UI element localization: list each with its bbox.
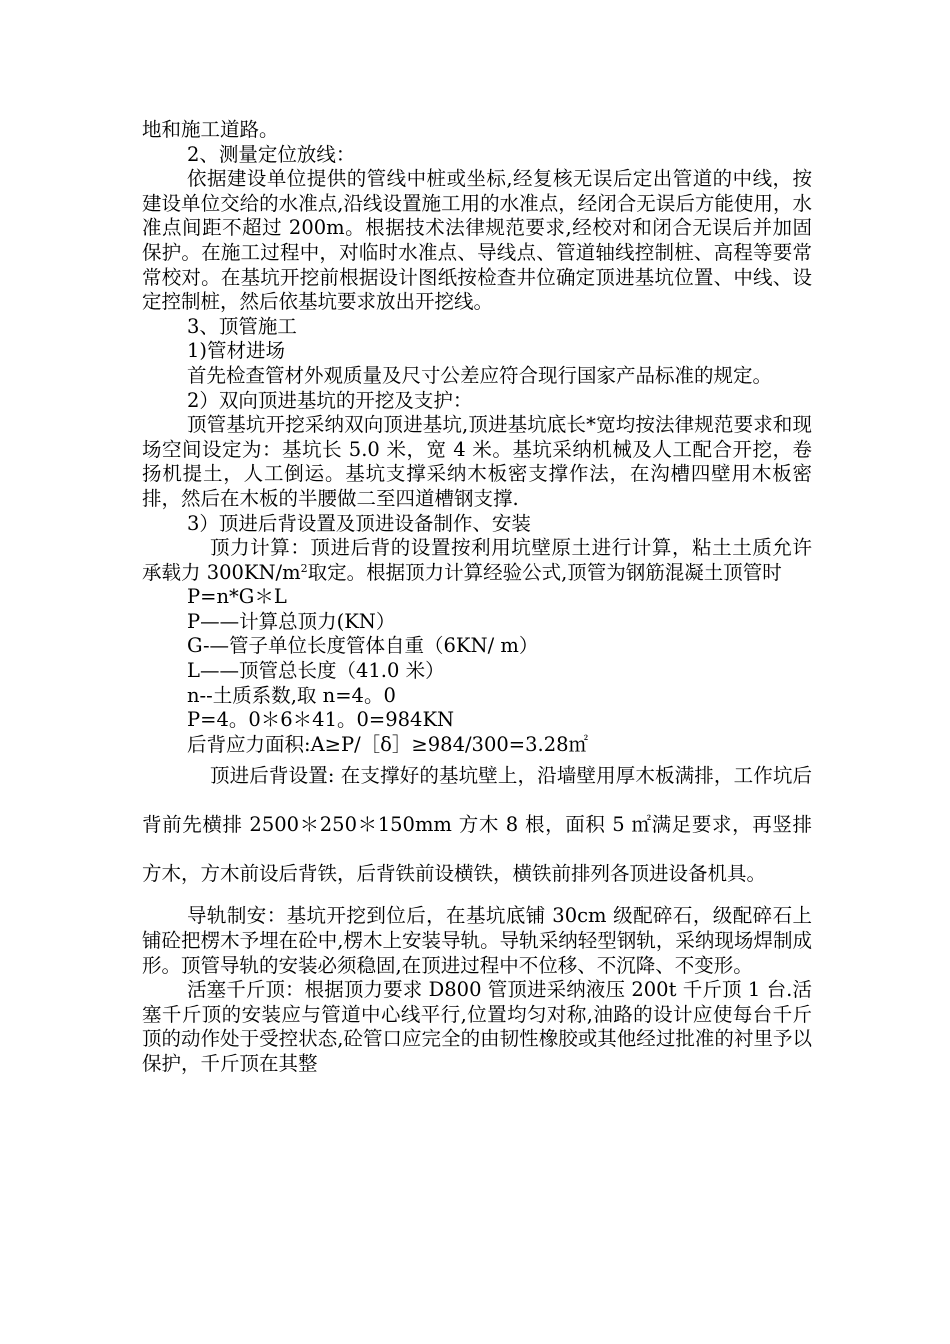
formula-line: P=n*G＊L: [187, 585, 287, 609]
paragraph-survey: 依据建设单位提供的管线中桩或坐标,经复核无误后定出管道的中线，按建设单位交给的水准点,沿线设置施工用的水准点，经闭合无误后方能使用，水准点间距不超过 200m。根据技术法律规范要求,经校对和闭合无误后并加固保护。在施工过程中，对临时水准点、导线点、管道轴线控制桩、高程等要常常校对。在基坑开挖前根据设计图纸按检查井位确定顶进基坑位置、中线、设定控制桩，然后依基坑要求放出开挖线。: [142, 167, 812, 314]
heading-pit-excavation: 2）双向顶进基坑的开挖及支护：: [187, 388, 473, 412]
paragraph-intro: 地和施工道路。: [142, 118, 279, 141]
superscript: 2: [300, 561, 308, 575]
paragraph-backstop-setup: [142, 751, 812, 898]
heading-backstop: 3）顶进后背设置及顶进设备制作、安装: [187, 511, 531, 535]
paragraph-thrust-calc: [142, 536, 812, 585]
formula-line: 后背应力面积:A≥P/［δ］≥984/300=3.28㎡: [187, 732, 589, 756]
thrust-calc-text-cont: 取定。根据顶力计算经验公式,顶管为钢筋混凝土顶管时: [307, 560, 782, 584]
formula-line: n--土质系数,取 n=4。0: [187, 683, 396, 707]
formula-line: P——计算总顶力(KN）: [187, 609, 396, 633]
document-page: [142, 118, 812, 1077]
heading-survey: 2、测量定位放线：: [187, 142, 356, 166]
thrust-calc-text: 顶力计算：顶进后背的设置按利用坑壁原土进行计算，粘土土质允许承载力 300KN/m: [142, 536, 812, 584]
paragraph-jack: 活塞千斤顶：根据顶力要求 D800 管顶进采纳液压 200t 千斤顶 1 台.活塞千斤顶的安装应与管道中心线平行,位置均匀对称,油路的设计应使每台千斤顶的动作处于受控状态,砼管口应完全的由韧性橡胶或其他经过批准的衬里予以保护，千斤顶在其整: [142, 978, 812, 1075]
formula-line: L——顶管总长度（41.0 米）: [187, 659, 445, 683]
formula-line: P=4。0＊6＊41。0=984KN: [187, 708, 455, 732]
paragraph-guide-rail: 导轨制安：基坑开挖到位后，在基坑底铺 30cm 级配碎石，级配碎石上铺砼把楞木予埋在砼中,楞木上安装导轨。导轨采纳轻型钢轨，采纳现场焊制成形。顶管导轨的安装必须稳固,在顶进过程中不位移、不沉降、不变形。: [142, 904, 812, 977]
paragraph-pit-excavation: 顶管基坑开挖采纳双向顶进基坑,顶进基坑底长*宽均按法律规范要求和现场空间设定为：基坑长 5.0 米，宽 4 米。基坑采纳机械及人工配合开挖，卷扬机提土，人工倒运。基坑支撑采纳木板密支撑作法，在沟槽四壁用木板密排，然后在木板的半腰做二至四道槽钢支撑.: [142, 413, 812, 510]
backstop-text: 顶进后背设置: 在支撑好的基坑壁上，沿墙壁用厚木板满排，工作坑后背前先横排 2500＊250＊150mm 方木 8 根，面积 5 ㎡: [142, 764, 812, 837]
formula-line: G-—管子单位长度管体自重（6KN/ m）: [187, 634, 539, 658]
heading-pipe-delivery: 1)管材进场: [187, 339, 286, 363]
backstop-text-cont: 满足要求，再竖排方木，方木前设后背铁，后背铁前设横铁，横铁前排列各顶进设备机具。: [142, 813, 812, 886]
heading-pipe-jacking: 3、顶管施工: [187, 314, 297, 338]
paragraph-pipe-delivery: 首先检查管材外观质量及尺寸公差应符合现行国家产品标准的规定。: [187, 363, 773, 387]
